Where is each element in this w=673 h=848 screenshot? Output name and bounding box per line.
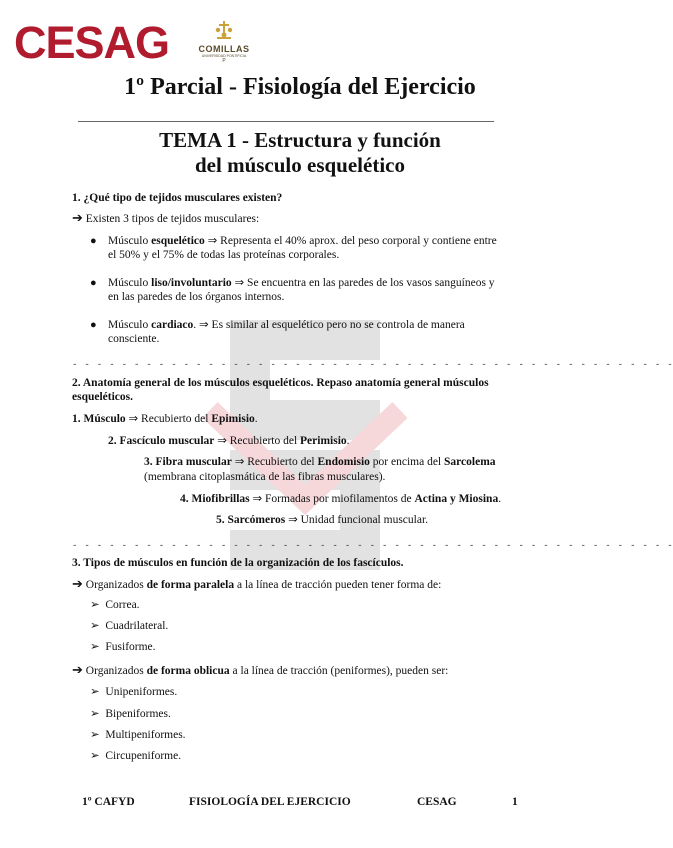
q3-group-2: ➔ Organizados de forma oblicua a la línea de tracción (peniformes), pueden ser: — [72, 662, 449, 677]
tema-title — [0, 128, 600, 178]
q2-heading: 2. Anatomía general de los músculos esqueléticos. Repaso anatomía general músculos esqueléticos. — [72, 377, 489, 403]
q2-item-2: 2. Fascículo muscular ⇒ Recubierto del Perimisio. — [108, 435, 350, 447]
comillas-subtitle: UNIVERSIDAD PONTIFICIA — [201, 54, 247, 58]
list-item: ➢ Bipeniformes. — [90, 708, 171, 720]
q3-group-1: ➔ Organizados de forma paralela a la línea de tracción pueden tener forma de: — [72, 576, 442, 591]
q2-item-5: 5. Sarcómeros ⇒ Unidad funcional muscular. — [216, 514, 429, 526]
list-item: ➢ Multipeniformes. — [90, 729, 186, 741]
footer-course: 1º CAFYD — [82, 796, 135, 808]
list-item: ➢ Correa. — [90, 599, 140, 611]
comillas-name: COMILLAS — [198, 44, 250, 54]
q2-item-4: 4. Miofibrillas ⇒ Formadas por miofilamentos de Actina y Miosina. — [180, 493, 502, 505]
list-item: ➢ Circupeniforme. — [90, 750, 182, 762]
footer-subject: FISIOLOGÍA DEL EJERCICIO — [189, 796, 351, 808]
arrow-right-icon: ➔ — [72, 662, 83, 677]
q2-item-1: 1. Músculo ⇒ Recubierto del Epimisio. — [72, 413, 258, 425]
q2-item-3-line2: (membrana citoplasmática de las fibras musculares). — [144, 471, 386, 483]
q1-item-2: Músculo liso/involuntario ⇒ Se encuentra en las paredes de los vasos sanguíneos y en las paredes de los órganos internos. — [108, 277, 495, 303]
arrow-right-icon: ➔ — [72, 576, 83, 591]
title-divider — [78, 121, 494, 122]
arrowhead-bullet-icon: ➢ — [90, 708, 100, 720]
list-item: ➢ Unipeniformes. — [90, 686, 178, 698]
arrowhead-bullet-icon: ➢ — [90, 620, 100, 632]
bullet-icon: ● — [90, 277, 97, 289]
comillas-emblem-icon — [209, 20, 239, 42]
bullet-icon: ● — [90, 235, 97, 247]
q1-item-3: Músculo cardiaco. ⇒ Es similar al esquelético pero no se controla de manera consciente. — [108, 319, 465, 345]
cesag-logo: CESAG — [14, 17, 170, 68]
footer-school: CESAG — [417, 796, 457, 808]
section-separator: - - - - - - - - - - - - - - - - - - - - - - - - - - - - - - - - - - - - - - - - - - - - - - - - - — [72, 541, 673, 551]
arrowhead-bullet-icon: ➢ — [90, 599, 100, 611]
q1-item-1: Músculo esquelético ⇒ Representa el 40% aprox. del peso corporal y contiene entre el 50% y el 75% de todas las proteínas corporales. — [108, 235, 497, 261]
q2-item-3: 3. Fibra muscular ⇒ Recubierto del Endomisio por encima del Sarcolema — [144, 456, 496, 468]
page-number: 1 — [512, 796, 518, 808]
q1-heading: 1. ¿Qué tipo de tejidos musculares existen? — [72, 192, 283, 204]
document-title: 1º Parcial - Fisiología del Ejercicio — [124, 74, 476, 100]
q1-intro: ➔ Existen 3 tipos de tejidos musculares: — [72, 210, 260, 225]
comillas-mark: P — [222, 58, 226, 64]
arrow-right-icon: ➔ — [72, 210, 83, 225]
arrowhead-bullet-icon: ➢ — [90, 729, 100, 741]
bullet-icon: ● — [90, 319, 97, 331]
tema-title-line2: del músculo esquelético — [195, 153, 405, 177]
comillas-logo — [190, 20, 258, 64]
arrowhead-bullet-icon: ➢ — [90, 641, 100, 653]
list-item: ➢ Fusiforme. — [90, 641, 156, 653]
arrowhead-bullet-icon: ➢ — [90, 750, 100, 762]
arrowhead-bullet-icon: ➢ — [90, 686, 100, 698]
list-item: ➢ Cuadrilateral. — [90, 620, 169, 632]
list-item — [90, 318, 97, 332]
tema-title-line1: TEMA 1 - Estructura y función — [159, 128, 441, 152]
q3-heading: 3. Tipos de músculos en función de la organización de los fascículos. — [72, 557, 404, 569]
list-item — [90, 234, 97, 248]
list-item — [90, 276, 97, 290]
section-separator: - - - - - - - - - - - - - - - - - - - - - - - - - - - - - - - - - - - - - - - - - - - - - - - - - — [72, 360, 673, 370]
